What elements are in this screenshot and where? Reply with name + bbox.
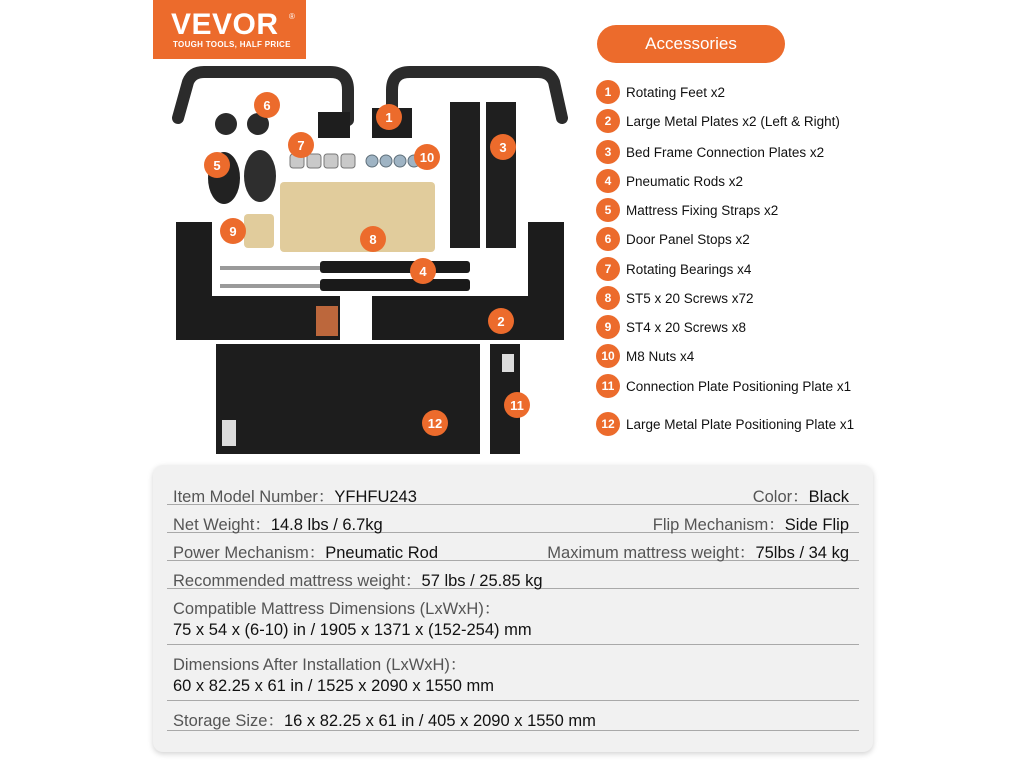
spec-model-value: YFHFU243 [334, 488, 417, 506]
spec-row-storage-size [167, 701, 859, 731]
badge-10: 10 [414, 144, 440, 170]
accessory-item [596, 198, 886, 222]
spec-color-value: Black [808, 488, 849, 506]
badge-6: 6 [254, 92, 280, 118]
spec-after-key: Dimensions After Installation (LxWxH)： [173, 656, 467, 674]
accessory-label: Pneumatic Rods x2 [626, 173, 744, 189]
accessory-item [596, 169, 886, 193]
accessory-number: 8 [596, 286, 620, 310]
spec-rec-weight-value: 57 lbs / 25.85 kg [421, 572, 543, 590]
large-plate-positioning [216, 344, 480, 454]
accessory-label: Door Panel Stops x2 [626, 231, 750, 247]
spec-max-weight-value: 75lbs / 34 kg [755, 544, 849, 562]
accessory-number: 6 [596, 227, 620, 251]
connection-plate-2 [486, 102, 516, 248]
spec-compat-key: Compatible Mattress Dimensions (LxWxH)： [173, 600, 501, 618]
screws-st4 [244, 214, 274, 248]
accessory-item [596, 374, 886, 398]
accessory-item [596, 412, 886, 436]
accessory-number: 12 [596, 412, 620, 436]
spec-model-key: Item Model Number： [173, 488, 335, 506]
spec-weight-value: 14.8 lbs / 6.7kg [270, 516, 383, 534]
badge-9: 9 [220, 218, 246, 244]
parts-illustration [160, 60, 580, 460]
accessories-title: Accessories [597, 25, 785, 63]
foot-mount-left [318, 112, 350, 138]
accessory-number: 11 [596, 374, 620, 398]
door-stop-1 [215, 113, 237, 135]
badge-7: 7 [288, 132, 314, 158]
accessory-item [596, 80, 886, 104]
brand-logo [153, 0, 306, 59]
accessory-number: 3 [596, 140, 620, 164]
badge-3: 3 [490, 134, 516, 160]
spec-row-recommended-weight [167, 561, 859, 589]
accessory-label: Mattress Fixing Straps x2 [626, 202, 779, 218]
badge-4: 4 [410, 258, 436, 284]
accessory-number: 7 [596, 257, 620, 281]
spec-row-installed-dimensions [167, 645, 859, 701]
accessory-item [596, 109, 886, 133]
nuts [366, 155, 420, 167]
spec-row-compatible-dimensions [167, 589, 859, 645]
spec-storage-value: 16 x 82.25 x 61 in / 405 x 2090 x 1550 mm [283, 712, 596, 730]
accessory-item [596, 257, 886, 281]
accessory-number: 2 [596, 109, 620, 133]
accessory-label: Rotating Feet x2 [626, 84, 726, 100]
plate-label [316, 306, 338, 336]
label-sticker-2 [502, 354, 514, 372]
badge-11: 11 [504, 392, 530, 418]
spec-after-value: 60 x 82.25 x 61 in / 1525 x 2090 x 1550 mm [173, 677, 495, 695]
connection-plate-1 [450, 102, 480, 248]
spec-row-power [167, 533, 859, 561]
badge-12: 12 [422, 410, 448, 436]
badge-8: 8 [360, 226, 386, 252]
spec-weight-key: Net Weight： [173, 516, 271, 534]
accessory-number: 1 [596, 80, 620, 104]
accessory-item [596, 140, 886, 164]
specs-table [153, 465, 873, 752]
spec-row-model [167, 477, 859, 505]
accessory-label: ST5 x 20 Screws x72 [626, 290, 754, 306]
spec-flip-value: Side Flip [784, 516, 849, 534]
spec-power-value: Pneumatic Rod [325, 544, 439, 562]
accessory-label: Bed Frame Connection Plates x2 [626, 144, 825, 160]
spec-row-weight [167, 505, 859, 533]
accessory-item [596, 315, 886, 339]
badge-1: 1 [376, 104, 402, 130]
spec-power-key: Power Mechanism： [173, 544, 326, 562]
screws-st5 [280, 182, 435, 252]
accessory-label: ST4 x 20 Screws x8 [626, 319, 747, 335]
spec-max-weight-key: Maximum mattress weight： [547, 544, 756, 562]
accessory-number: 9 [596, 315, 620, 339]
spec-flip-key: Flip Mechanism： [652, 516, 785, 534]
brand-name: VEVOR [171, 8, 279, 41]
accessory-number: 5 [596, 198, 620, 222]
brand-tagline: TOUGH TOOLS, HALF PRICE [173, 40, 291, 49]
accessory-label: Large Metal Plate Positioning Plate x1 [626, 416, 855, 432]
accessory-number: 10 [596, 344, 620, 368]
accessory-label: Large Metal Plates x2 (Left & Right) [626, 113, 840, 129]
accessory-item [596, 344, 886, 368]
strap-2 [244, 150, 276, 202]
accessory-item [596, 286, 886, 310]
spec-color-key: Color： [752, 488, 809, 506]
spec-storage-key: Storage Size： [173, 712, 284, 730]
accessory-number: 4 [596, 169, 620, 193]
accessory-label: Rotating Bearings x4 [626, 261, 752, 277]
brand-registered-mark: ® [289, 12, 295, 21]
accessory-item [596, 227, 886, 251]
spec-compat-value: 75 x 54 x (6-10) in / 1905 x 1371 x (152-254) mm [173, 621, 532, 639]
badge-2: 2 [488, 308, 514, 334]
accessory-label: M8 Nuts x4 [626, 348, 695, 364]
badge-5: 5 [204, 152, 230, 178]
spec-rec-weight-key: Recommended mattress weight： [173, 572, 422, 590]
accessory-label: Connection Plate Positioning Plate x1 [626, 378, 852, 394]
label-sticker-1 [222, 420, 236, 446]
